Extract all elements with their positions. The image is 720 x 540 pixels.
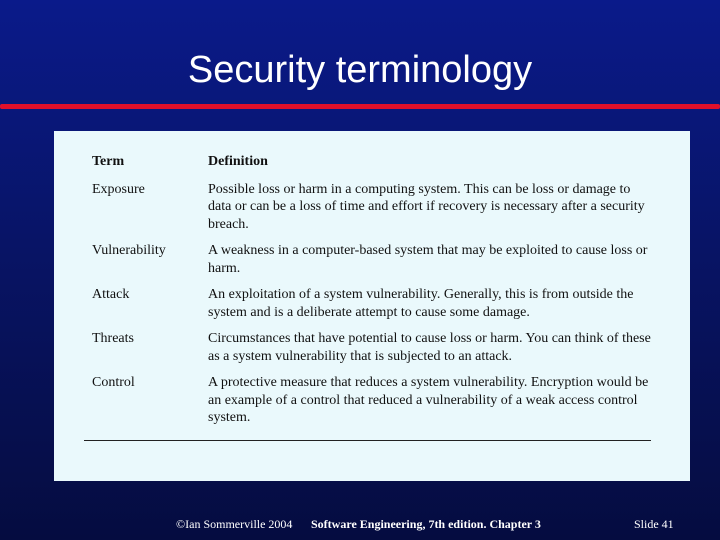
header-term: Term [92,154,125,169]
definition-cell: Possible loss or harm in a computing system. This can be loss or damage to data or can be a loss of time and effort if recovery is necessary after a security breach. [208,181,645,232]
slide-footer [0,517,720,535]
terminology-panel [54,131,690,481]
table-row [84,242,651,286]
footer-book-title: Software Engineering, 7th edition. Chapter 3 [311,517,541,531]
table-bottom-rule [84,440,651,441]
definition-cell: A weakness in a computer-based system that may be exploited to cause loss or harm. [208,243,648,276]
term-cell: Threats [92,331,134,346]
table-row [84,330,651,374]
table-row [84,181,651,243]
table-row [84,286,651,330]
table-header-row [84,153,651,181]
title-underline [0,104,720,109]
slide-title: Security terminology [187,49,533,91]
footer-copyright: ©Ian Sommerville 2004 [176,517,293,531]
term-cell: Exposure [92,181,145,197]
terminology-table [84,153,651,436]
term-cell: Control [92,375,135,390]
term-cell: Attack [92,287,130,302]
definition-cell: A protective measure that reduces a system vulnerability. Encryption would be an example of a control that reduced a vulnerability of a weak access control system. [208,375,649,425]
header-definition: Definition [208,154,268,169]
table-row [84,374,651,436]
definition-cell: An exploitation of a system vulnerability. Generally, this is from outside the system and is a deliberate attempt to cause some damage. [208,287,634,320]
term-cell: Vulnerability [92,243,166,258]
footer-slide-number: Slide 41 [634,517,674,531]
definition-cell: Circumstances that have potential to cause loss or harm. You can think of these as a system vulnerability that is subjected to an attack. [208,331,651,364]
